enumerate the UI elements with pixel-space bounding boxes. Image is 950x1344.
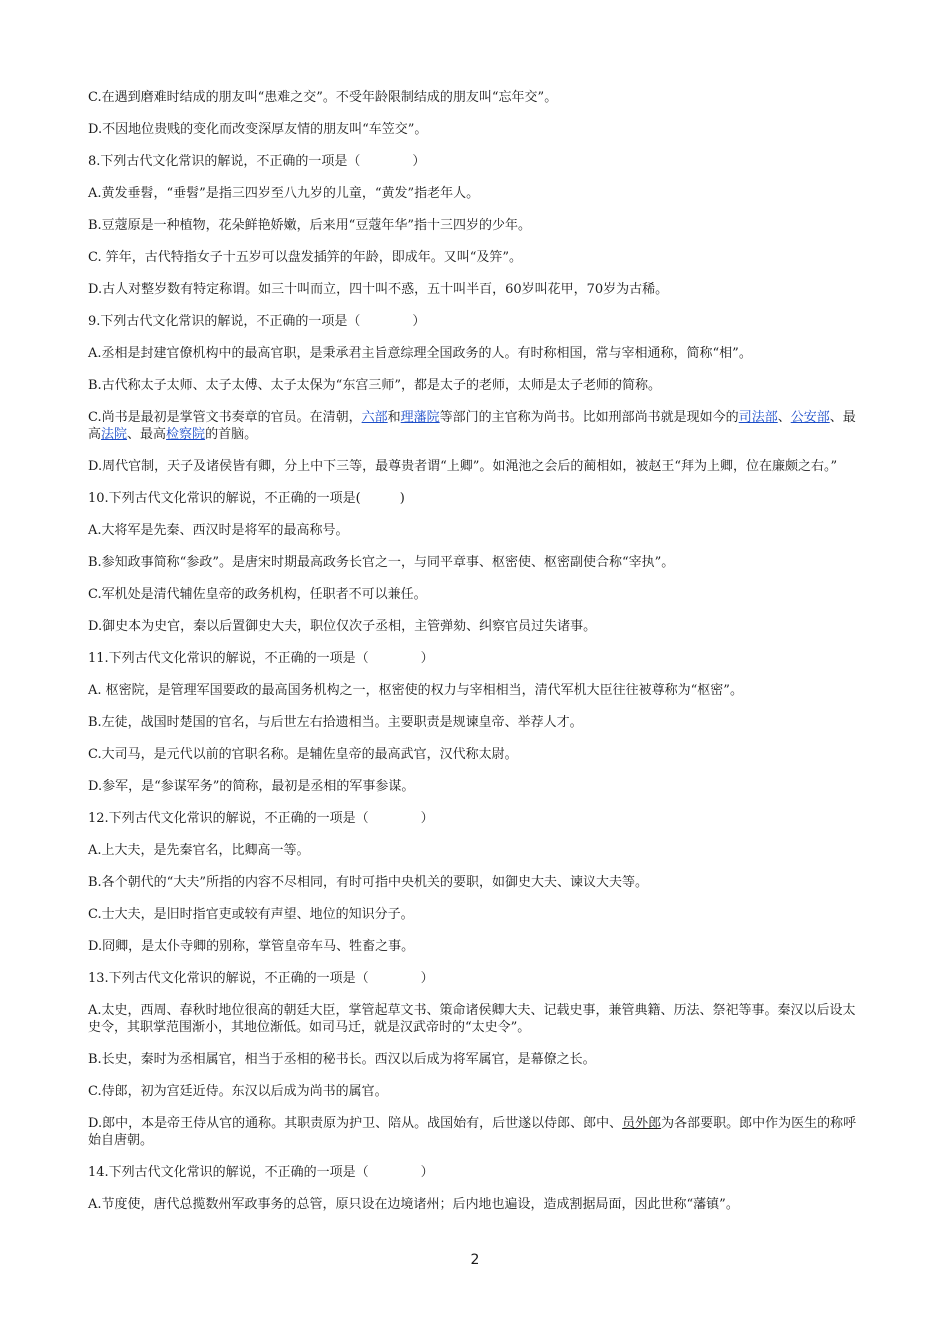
option-line: B.长史，秦时为丞相属官，相当于丞相的秘书长。西汉以后成为将军属官，是幕僚之长。: [88, 1052, 596, 1067]
option-line: A.太史，西周、春秋时地位很高的朝廷大臣，掌管起草文书、策命诸侯卿大夫、记载史事，兼管典籍、历法、祭祀等事。秦汉以后设太史令，其职掌范围渐小，其地位渐低。如司马迁，就是汉武帝时的“太史令”。: [88, 1003, 856, 1035]
page-number: 2: [470, 1252, 480, 1268]
option-line: C. 笄年，古代特指女子十五岁可以盘发插笄的年龄，即成年。又叫“及笄”。: [88, 250, 523, 265]
option-line: A.黄发垂髫，“垂髫”是指三四岁至八九岁的儿童，“黄发”指老年人。: [88, 186, 480, 201]
link-lifanyuan[interactable]: 理藩院: [400, 410, 440, 425]
option-line: A.大将军是先秦、西汉时是将军的最高称号。: [88, 523, 349, 538]
link-fayuan[interactable]: 法院: [101, 427, 128, 442]
option-line: D.御史本为史官，秦以后置御史大夫，职位仅次子丞相，主管弹劾、纠察官员过失诸事。: [88, 619, 597, 634]
option-line: D.不因地位贵贱的变化而改变深厚友情的朋友叫“车笠交”。: [88, 122, 428, 137]
option-line: C.军机处是清代辅佐皇帝的政务机构，任职者不可以兼任。: [88, 587, 427, 602]
option-line: A.丞相是封建官僚机构中的最高官职，是秉承君主旨意综理全国政务的人。有时称相国，常与宰相通称，简称“相”。: [88, 346, 752, 361]
text-run: 、最高: [88, 410, 856, 442]
question-10: 10.下列古代文化常识的解说，不正确的一项是( ): [88, 491, 405, 506]
option-line: C.在遇到磨难时结成的朋友叫“患难之交”。不受年龄限制结成的朋友叫“忘年交”。: [88, 90, 558, 105]
text-run: D.郎中，本是帝王侍从官的通称。其职责原为护卫、陪从。战国始有，后世遂以侍郎、郎中、: [88, 1116, 623, 1131]
link-gonganbu[interactable]: 公安部: [790, 410, 830, 425]
option-line: C.大司马，是元代以前的官职名称。是辅佐皇帝的最高武官，汉代称太尉。: [88, 747, 518, 762]
option-line: A.上大夫，是先秦官名，比卿高一等。: [88, 843, 310, 858]
question-9: 9.下列古代文化常识的解说，不正确的一项是（ ）: [88, 314, 426, 329]
option-line: B.参知政事简称“参政”。是唐宋时期最高政务长官之一，与同平章事、枢密使、枢密副使合称“宰执”。: [88, 555, 675, 570]
question-8: 8.下列古代文化常识的解说，不正确的一项是（ ）: [88, 154, 426, 169]
question-11: 11.下列古代文化常识的解说，不正确的一项是（ ）: [88, 651, 434, 666]
text-run: 的首脑。: [205, 427, 258, 442]
text-run: 为各部要职。郎中作为医生的称呼始自唐朝。: [88, 1116, 857, 1148]
text-run: 等部门的主官称为尚书。比如刑部尚书就是现如今的: [439, 410, 739, 425]
option-line: D.古人对整岁数有特定称谓。如三十叫而立，四十叫不惑，五十叫半百，60岁叫花甲，70岁为古稀。: [88, 282, 669, 297]
text-run: 、最高: [127, 427, 167, 442]
link-liubu[interactable]: 六部: [361, 410, 388, 425]
text-run: 和: [387, 410, 401, 425]
option-line: A.节度使，唐代总揽数州军政事务的总管，原只设在边境诸州；后内地也遍设，造成割据局面，因此世称“藩镇”。: [88, 1197, 739, 1212]
option-line: B.豆蔻原是一种植物，花朵鲜艳娇嫩，后来用“豆蔻年华”指十三四岁的少年。: [88, 218, 531, 233]
underlined-term: 员外郎: [622, 1116, 662, 1131]
question-13: 13.下列古代文化常识的解说，不正确的一项是（ ）: [88, 971, 434, 986]
link-sifabu[interactable]: 司法部: [738, 410, 778, 425]
option-line: C.侍郎，初为宫廷近侍。东汉以后成为尚书的属官。: [88, 1084, 388, 1099]
page-content: [88, 89, 866, 1228]
option-line: B.各个朝代的“大夫”所指的内容不尽相同，有时可指中央机关的要职，如御史大夫、谏议大夫等。: [88, 875, 648, 890]
option-line: B.左徒，战国时楚国的官名，与后世左右拾遗相当。主要职责是规谏皇帝、举荐人才。: [88, 715, 583, 730]
option-line: A. 枢密院，是管理军国要政的最高国务机构之一，枢密使的权力与宰相相当，清代军机大臣往往被尊称为“枢密”。: [88, 683, 743, 698]
option-d-q13: [88, 1115, 866, 1149]
link-jianchayuan[interactable]: 检察院: [166, 427, 206, 442]
option-line: D.冏卿，是太仆寺卿的别称，掌管皇帝车马、牲畜之事。: [88, 939, 415, 954]
text-run: 、: [777, 410, 791, 425]
option-line: B.古代称太子太师、太子太傅、太子太保为“东宫三师”，都是太子的老师，太师是太子老师的简称。: [88, 378, 661, 393]
option-line: D.参军，是“参谋军务”的简称，最初是丞相的军事参谋。: [88, 779, 415, 794]
text-run: C.尚书是最初是掌管文书奏章的官员。在清朝，: [88, 410, 362, 425]
question-12: 12.下列古代文化常识的解说，不正确的一项是（ ）: [88, 811, 434, 826]
question-14: 14.下列古代文化常识的解说，不正确的一项是（ ）: [88, 1165, 434, 1180]
option-line: C.士大夫，是旧时指官吏或较有声望、地位的知识分子。: [88, 907, 414, 922]
option-c-q9: [88, 409, 866, 443]
option-d-q9: D.周代官制，天子及诸侯皆有卿，分上中下三等，最尊贵者谓“上卿”。如渑池之会后的蔺相如，被赵王“拜为上卿，位在廉颇之右。”: [88, 459, 838, 474]
